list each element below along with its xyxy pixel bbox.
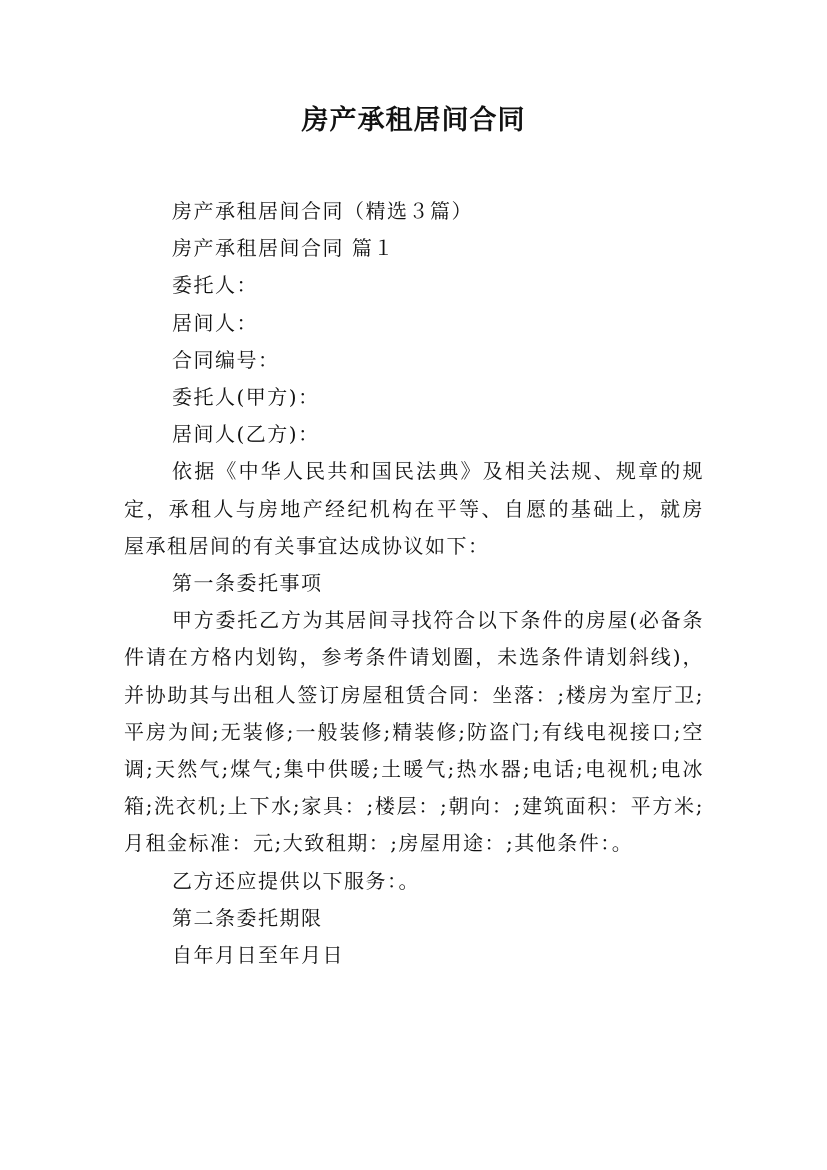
article1-paragraph: 甲方委托乙方为其居间寻找符合以下条件的房屋(必备条件请在方格内划钩，参考条件请划圈，未选条件请划斜线)，并协助其与出租人签订房屋租赁合同：坐落：;楼房为室厅卫;平房为间;无装修;一般装修;精装修;防盗门;有线电视接口;空调;天然气;煤气;集中供暖;土暖气;热水器;电话;电视机;电冰箱;洗衣机;上下水;家具：;楼层：;朝向：;建筑面积：平方米;月租金标准：元;大致租期：;房屋用途：;其他条件：。 xyxy=(124,608,704,856)
document-body xyxy=(124,193,704,974)
document-title: 房产承租居间合同 xyxy=(301,105,526,136)
subtitle: 房产承租居间合同（精选３篇） xyxy=(172,199,473,223)
field-party-a: 委托人(甲方)： xyxy=(172,385,320,410)
article1-heading: 第一条委托事项 xyxy=(172,571,323,596)
article1-services: 乙方还应提供以下服务：。 xyxy=(172,868,420,893)
field-intermediary: 居间人： xyxy=(172,310,258,335)
field-party-b: 居间人(乙方)： xyxy=(172,422,320,447)
article2-heading: 第二条委托期限 xyxy=(172,905,323,930)
section-heading: 房产承租居间合同 篇１ xyxy=(172,236,395,261)
field-contract-no: 合同编号： xyxy=(172,347,280,372)
field-entrustor: 委托人： xyxy=(172,273,258,298)
article2-period: 自年月日至年月日 xyxy=(172,943,344,968)
intro-paragraph: 依据《中华人民共和国民法典》及相关法规、规章的规定，承租人与房地产经纪机构在平等、自愿的基础上，就房屋承租居间的有关事宜达成协议如下： xyxy=(124,459,704,558)
